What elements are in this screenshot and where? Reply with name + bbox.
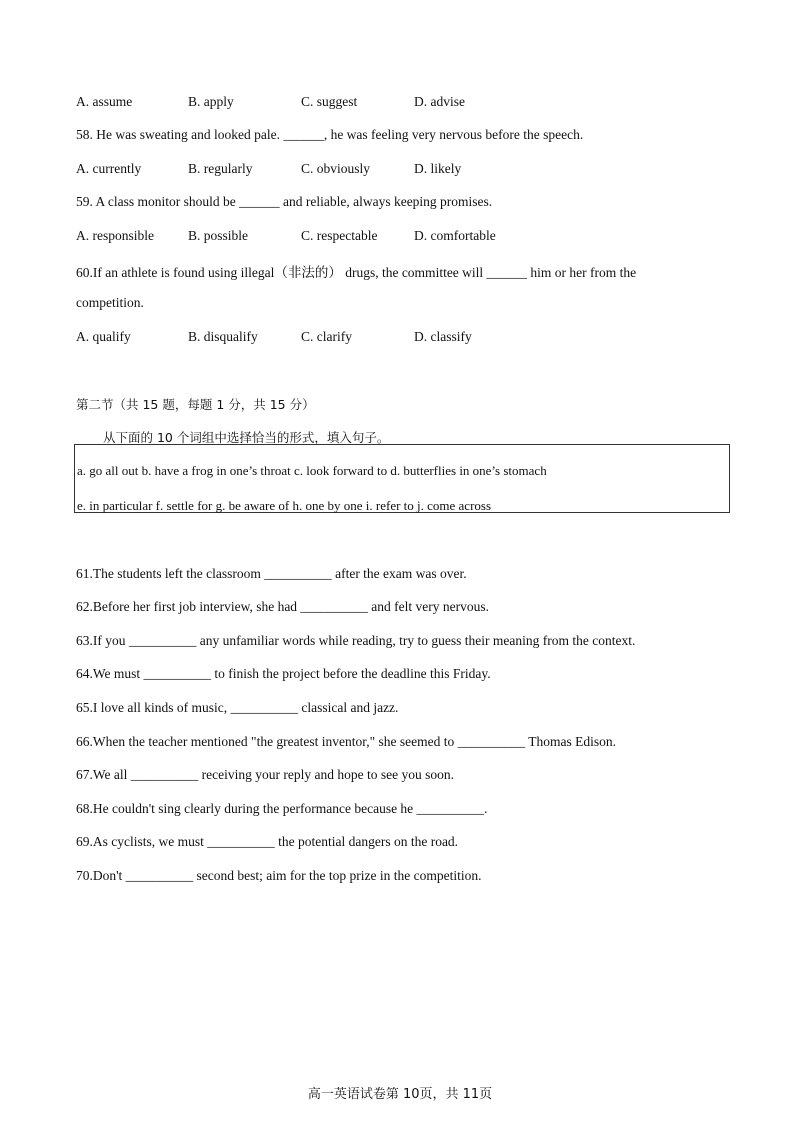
q60-stem-line2: competition. xyxy=(76,295,144,310)
page-footer: 高一英语试卷第 10页，共 11页 xyxy=(307,1087,493,1102)
q58-option-c: C. obviously xyxy=(301,161,371,176)
q57-option-d: D. advise xyxy=(414,94,465,109)
phrase-bank-box xyxy=(74,444,730,513)
q57-option-b: B. apply xyxy=(188,94,234,109)
q60-option-b: B. disqualify xyxy=(188,329,258,344)
question-61: 61.The students left the classroom __________ after the exam was over. xyxy=(76,566,467,581)
section2-heading: 第二节（共 15 题，每题 1 分，共 15 分） xyxy=(76,397,315,412)
question-70: 70.Don't __________ second best; aim for the top prize in the competition. xyxy=(76,868,482,883)
q58-option-d: D. likely xyxy=(414,161,462,176)
q59-option-c: C. respectable xyxy=(301,228,378,243)
q57-option-a: A. assume xyxy=(76,94,133,109)
q58-option-a: A. currently xyxy=(76,161,142,176)
phrase-bank-row-2: e. in particular f. settle for g. be aware of h. one by one i. refer to j. come across xyxy=(77,498,492,513)
q58-option-b: B. regularly xyxy=(188,161,253,176)
question-65: 65.I love all kinds of music, __________ classical and jazz. xyxy=(76,700,399,715)
question-62: 62.Before her first job interview, she had __________ and felt very nervous. xyxy=(76,599,490,614)
q60-option-d: D. classify xyxy=(414,329,472,344)
q58-stem: 58. He was sweating and looked pale. ______, he was feeling very nervous before the speech. xyxy=(76,127,584,142)
question-69: 69.As cyclists, we must __________ the potential dangers on the road. xyxy=(76,834,459,849)
q60-stem-line1: 60.If an athlete is found using illegal（非法的） drugs, the committee will ______ him or her from the xyxy=(76,265,637,280)
phrase-bank-row-1: a. go all out b. have a frog in one’s throat c. look forward to d. butterflies in one’s stomach xyxy=(77,463,547,478)
section2-instruction: 从下面的 10 个词组中选择恰当的形式，填入句子。 xyxy=(103,430,390,445)
q57-option-c: C. suggest xyxy=(301,94,358,109)
question-64: 64.We must __________ to finish the project before the deadline this Friday. xyxy=(76,666,491,681)
q59-option-d: D. comfortable xyxy=(414,228,496,243)
question-63: 63.If you __________ any unfamiliar words while reading, try to guess their meaning from the context. xyxy=(76,633,636,648)
q59-stem: 59. A class monitor should be ______ and reliable, always keeping promises. xyxy=(76,194,493,209)
q60-option-c: C. clarify xyxy=(301,329,352,344)
q59-option-a: A. responsible xyxy=(76,228,154,243)
q60-option-a: A. qualify xyxy=(76,329,131,344)
q59-option-b: B. possible xyxy=(188,228,249,243)
question-68: 68.He couldn't sing clearly during the performance because he __________. xyxy=(76,801,488,816)
question-66: 66.When the teacher mentioned "the greatest inventor," she seemed to __________ Thomas Edison. xyxy=(76,734,616,749)
question-67: 67.We all __________ receiving your reply and hope to see you soon. xyxy=(76,767,454,782)
